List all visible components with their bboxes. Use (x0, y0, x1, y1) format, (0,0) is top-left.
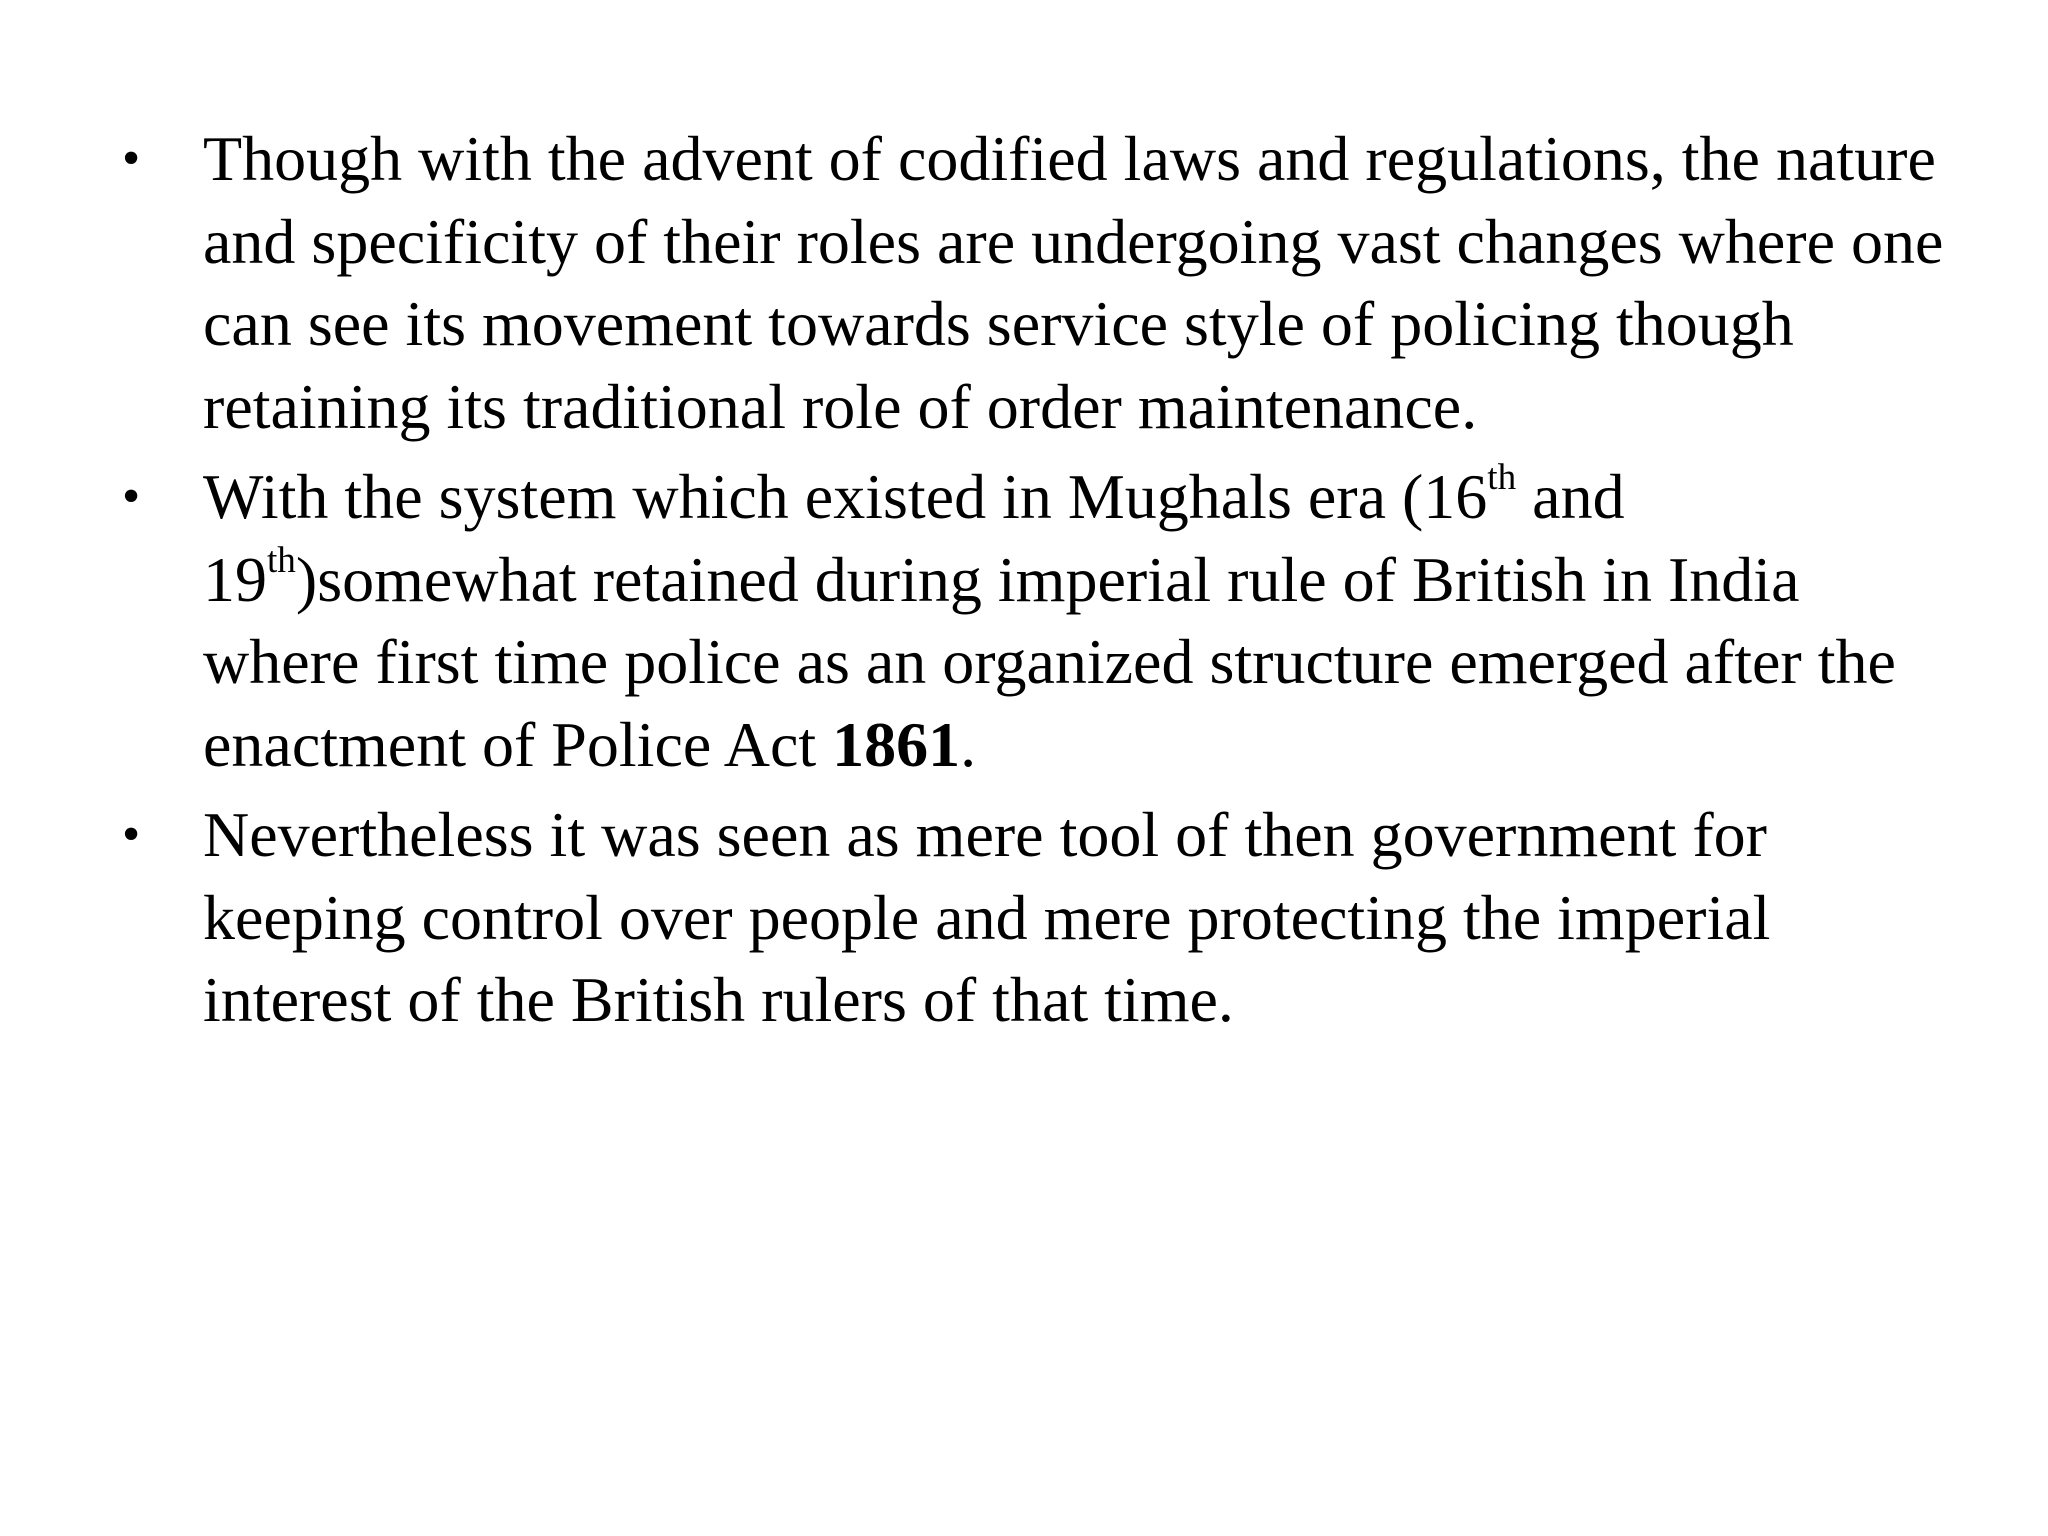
bold-year: 1861 (832, 708, 961, 780)
text-segment: and 19 (203, 461, 1625, 615)
bullet-item-mughal-era (120, 456, 1950, 786)
text-segment: With the system which existed in Mughals era (16 (203, 461, 1488, 532)
text-segment: )somewhat retained during imperial rule of British in India where first time police as an organized structure emerged after the enactment of Police Act (203, 543, 1896, 780)
bullet-item-nevertheless (120, 794, 1950, 1042)
bullet-marker: • (122, 468, 141, 525)
superscript-ordinal: th (1487, 457, 1517, 499)
bullet-list (120, 118, 1950, 1050)
bullet-item-codified-laws (120, 118, 1950, 448)
bullet-text: Nevertheless it was seen as mere tool of then government for keeping control over people and mere protecting the imperial interest of the British rulers of that time. (203, 799, 1771, 1035)
bullet-marker: • (122, 130, 141, 187)
text-segment: . (960, 708, 977, 780)
bullet-text (203, 456, 1950, 786)
bullet-text: Though with the advent of codified laws and regulations, the nature and specificity of their roles are undergoing vast changes where one can see its movement towards service style of policing though retaining its traditional role of order maintenance. (203, 123, 1944, 442)
superscript-ordinal: th (267, 539, 296, 581)
bullet-marker: • (122, 806, 141, 863)
